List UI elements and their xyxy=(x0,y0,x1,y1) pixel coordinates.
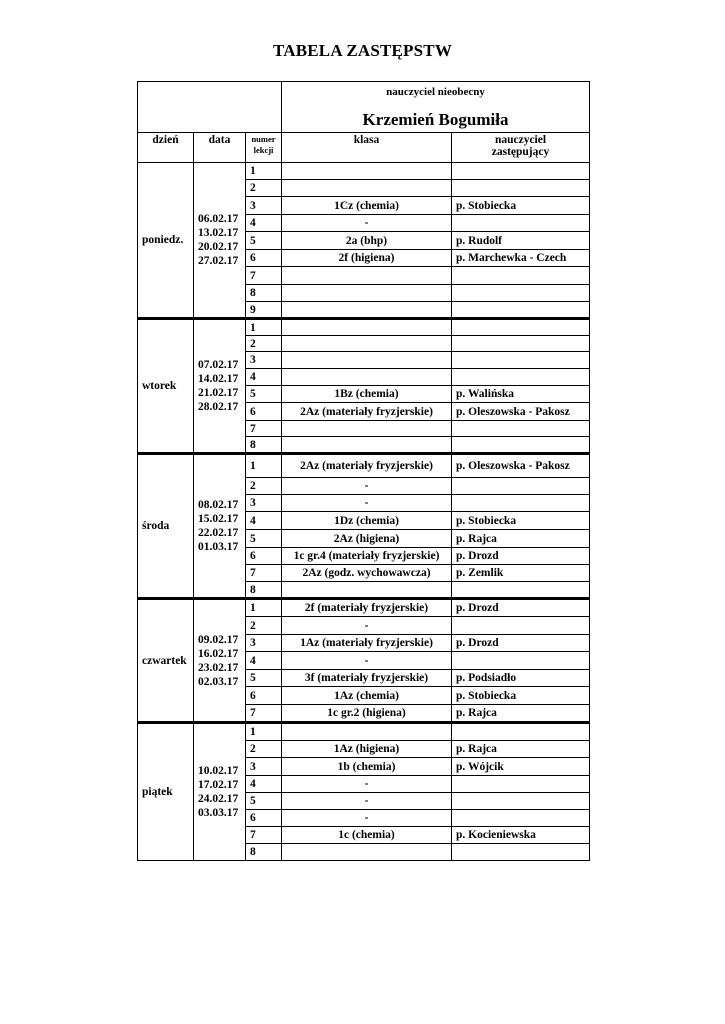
substitute-teacher-cell xyxy=(452,352,590,369)
date-value: 01.03.17 xyxy=(198,541,239,553)
lesson-number-cell: 2 xyxy=(246,741,282,758)
column-header-substitute-line1: nauczyciel xyxy=(494,134,547,146)
lesson-number-cell: 3 xyxy=(246,635,282,652)
substitute-teacher-cell: p. Rudolf xyxy=(452,232,590,250)
date-value: 09.02.17 xyxy=(198,633,239,646)
lesson-number-cell: 5 xyxy=(246,386,282,403)
lesson-number-cell: 1 xyxy=(246,454,282,478)
lesson-number-cell: 6 xyxy=(246,810,282,827)
substitute-teacher-cell xyxy=(452,336,590,352)
substitute-teacher-cell: p. Rajca xyxy=(452,705,590,723)
day-name-cell: poniedz. xyxy=(138,163,194,319)
class-cell xyxy=(282,163,452,180)
date-value: 10.02.17 xyxy=(198,765,239,777)
lesson-number-cell: 3 xyxy=(246,197,282,215)
class-cell: 1Az (materiały fryzjerskie) xyxy=(282,635,452,652)
substitute-teacher-cell xyxy=(452,478,590,495)
table-body xyxy=(138,163,590,861)
lesson-number-cell: 7 xyxy=(246,267,282,285)
column-header-substitute-line2: zastępujący xyxy=(491,146,550,158)
lesson-number-cell: 4 xyxy=(246,215,282,232)
date-value: 23.02.17 xyxy=(198,661,239,674)
class-cell xyxy=(282,582,452,599)
substitute-teacher-cell xyxy=(452,495,590,512)
lesson-number-cell: 8 xyxy=(246,582,282,599)
date-value: 02.03.17 xyxy=(198,675,239,688)
lesson-number-cell: 7 xyxy=(246,827,282,844)
class-cell: 2f (materiały fryzjerskie) xyxy=(282,599,452,617)
substitute-teacher-cell xyxy=(452,369,590,386)
date-value: 14.02.17 xyxy=(198,373,239,385)
substitute-teacher-cell: p. Zemlik xyxy=(452,565,590,582)
class-cell xyxy=(282,285,452,302)
class-cell: - xyxy=(282,617,452,635)
class-cell: 1c gr.2 (higiena) xyxy=(282,705,452,723)
substitute-teacher-cell: p. Wójcik xyxy=(452,758,590,776)
day-name-cell: czwartek xyxy=(138,599,194,723)
substitute-teacher-cell xyxy=(452,267,590,285)
column-header-lesson-number-line1: numer xyxy=(251,134,276,144)
date-value: 24.02.17 xyxy=(198,793,239,805)
date-value: 28.02.17 xyxy=(198,401,239,413)
substitute-teacher-cell xyxy=(452,437,590,454)
dates-cell xyxy=(194,599,246,723)
date-value: 16.02.17 xyxy=(198,647,239,660)
class-cell xyxy=(282,180,452,197)
table-row xyxy=(138,599,590,617)
substitute-teacher-cell xyxy=(452,302,590,319)
lesson-number-cell: 7 xyxy=(246,565,282,582)
lesson-number-cell: 5 xyxy=(246,530,282,548)
class-cell: 2Az (materiały fryzjerskie) xyxy=(282,454,452,478)
lesson-number-cell: 3 xyxy=(246,758,282,776)
class-cell: 2a (bhp) xyxy=(282,232,452,250)
substitute-teacher-cell: p. Walińska xyxy=(452,386,590,403)
date-value: 21.02.17 xyxy=(198,387,239,399)
class-cell: 1c gr.4 (materiały fryzjerskie) xyxy=(282,548,452,565)
lesson-number-cell: 4 xyxy=(246,776,282,793)
substitute-teacher-cell: p. Rajca xyxy=(452,741,590,758)
substitution-table xyxy=(137,81,590,861)
substitute-teacher-cell: p. Kocieniewska xyxy=(452,827,590,844)
class-cell: 3f (materiały fryzjerskie) xyxy=(282,670,452,687)
lesson-number-cell: 6 xyxy=(246,687,282,705)
substitute-teacher-cell xyxy=(452,776,590,793)
lesson-number-cell: 5 xyxy=(246,232,282,250)
date-value: 08.02.17 xyxy=(198,499,239,511)
class-cell xyxy=(282,421,452,437)
dates-cell xyxy=(194,319,246,454)
class-cell xyxy=(282,352,452,369)
substitute-teacher-cell xyxy=(452,582,590,599)
day-name-cell: wtorek xyxy=(138,319,194,454)
class-cell xyxy=(282,302,452,319)
substitute-teacher-cell: p. Podsiadło xyxy=(452,670,590,687)
class-cell xyxy=(282,336,452,352)
class-cell xyxy=(282,437,452,454)
class-cell: - xyxy=(282,478,452,495)
substitute-teacher-cell: p. Drozd xyxy=(452,599,590,617)
lesson-number-cell: 5 xyxy=(246,793,282,810)
lesson-number-cell: 4 xyxy=(246,512,282,530)
class-cell xyxy=(282,319,452,336)
substitute-teacher-cell xyxy=(452,793,590,810)
page-title: TABELA ZASTĘPSTW xyxy=(272,41,453,60)
class-cell: 1Bz (chemia) xyxy=(282,386,452,403)
column-header-substitute xyxy=(452,133,590,163)
dates-cell xyxy=(194,163,246,319)
substitute-teacher-cell xyxy=(452,319,590,336)
class-cell: 2Az (godz. wychowawcza) xyxy=(282,565,452,582)
date-value: 06.02.17 xyxy=(198,213,239,225)
lesson-number-cell: 7 xyxy=(246,705,282,723)
table-row xyxy=(138,454,590,478)
date-value: 27.02.17 xyxy=(198,255,239,267)
substitute-teacher-cell: p. Stobiecka xyxy=(452,687,590,705)
lesson-number-cell: 8 xyxy=(246,844,282,861)
class-cell: 2Az (higiena) xyxy=(282,530,452,548)
substitute-teacher-cell: p. Drozd xyxy=(452,548,590,565)
lesson-number-cell: 2 xyxy=(246,617,282,635)
substitute-teacher-cell xyxy=(452,723,590,741)
substitute-teacher-cell: p. Stobiecka xyxy=(452,197,590,215)
absent-teacher-row xyxy=(138,82,590,133)
day-name-cell: środa xyxy=(138,454,194,599)
class-cell xyxy=(282,844,452,861)
substitute-teacher-cell xyxy=(452,810,590,827)
class-cell xyxy=(282,723,452,741)
lesson-number-cell: 8 xyxy=(246,437,282,454)
substitute-teacher-cell xyxy=(452,652,590,670)
absent-teacher-name: Krzemień Bogumiła xyxy=(362,110,509,129)
substitute-teacher-cell xyxy=(452,617,590,635)
substitute-teacher-cell xyxy=(452,180,590,197)
substitute-teacher-cell: p. Marchewka - Czech xyxy=(452,250,590,267)
class-cell: 1Az (higiena) xyxy=(282,741,452,758)
class-cell xyxy=(282,369,452,386)
class-cell: - xyxy=(282,810,452,827)
header-blank-cell xyxy=(138,82,282,133)
substitute-teacher-cell: p. Rajca xyxy=(452,530,590,548)
lesson-number-cell: 6 xyxy=(246,548,282,565)
date-value: 07.02.17 xyxy=(198,359,239,371)
lesson-number-cell: 4 xyxy=(246,369,282,386)
lesson-number-cell: 2 xyxy=(246,336,282,352)
column-header-lesson-number-line2: lekcji xyxy=(253,145,274,155)
substitute-teacher-cell xyxy=(452,285,590,302)
lesson-number-cell: 2 xyxy=(246,180,282,197)
lesson-number-cell: 3 xyxy=(246,352,282,369)
class-cell: 1Dz (chemia) xyxy=(282,512,452,530)
absent-teacher-cell xyxy=(282,82,590,133)
substitute-teacher-cell xyxy=(452,215,590,232)
column-header-day: dzień xyxy=(138,133,194,163)
date-value: 22.02.17 xyxy=(198,527,239,539)
lesson-number-cell: 2 xyxy=(246,478,282,495)
lesson-number-cell: 1 xyxy=(246,163,282,180)
lesson-number-cell: 5 xyxy=(246,670,282,687)
lesson-number-cell: 1 xyxy=(246,319,282,336)
substitute-teacher-cell: p. Stobiecka xyxy=(452,512,590,530)
class-cell: - xyxy=(282,793,452,810)
column-header-class: klasa xyxy=(282,133,452,163)
dates-cell xyxy=(194,723,246,861)
lesson-number-cell: 6 xyxy=(246,250,282,267)
class-cell: 2f (higiena) xyxy=(282,250,452,267)
substitute-teacher-cell xyxy=(452,844,590,861)
table-row xyxy=(138,319,590,336)
lesson-number-cell: 6 xyxy=(246,403,282,421)
lesson-number-cell: 4 xyxy=(246,652,282,670)
lesson-number-cell: 3 xyxy=(246,495,282,512)
class-cell: 1Cz (chemia) xyxy=(282,197,452,215)
absent-teacher-label: nauczyciel nieobecny xyxy=(386,86,485,98)
date-value: 03.03.17 xyxy=(198,807,239,819)
column-header-date: data xyxy=(194,133,246,163)
date-value: 13.02.17 xyxy=(198,227,239,239)
table-row xyxy=(138,723,590,741)
class-cell: 1c (chemia) xyxy=(282,827,452,844)
substitute-teacher-cell xyxy=(452,163,590,180)
substitute-teacher-cell: p. Drozd xyxy=(452,635,590,652)
column-header-row xyxy=(138,133,590,163)
lesson-number-cell: 1 xyxy=(246,723,282,741)
column-header-lesson-number xyxy=(246,133,282,163)
class-cell: 1b (chemia) xyxy=(282,758,452,776)
lesson-number-cell: 9 xyxy=(246,302,282,319)
class-cell: - xyxy=(282,652,452,670)
class-cell xyxy=(282,267,452,285)
substitute-teacher-cell: p. Oleszowska - Pakosz xyxy=(452,403,590,421)
date-value: 15.02.17 xyxy=(198,513,239,525)
lesson-number-cell: 8 xyxy=(246,285,282,302)
dates-cell xyxy=(194,454,246,599)
class-cell: - xyxy=(282,215,452,232)
table-row xyxy=(138,163,590,180)
date-value: 17.02.17 xyxy=(198,779,239,791)
class-cell: 1Az (chemia) xyxy=(282,687,452,705)
class-cell: 2Az (materiały fryzjerskie) xyxy=(282,403,452,421)
substitute-teacher-cell xyxy=(452,421,590,437)
lesson-number-cell: 1 xyxy=(246,599,282,617)
date-value: 20.02.17 xyxy=(198,241,239,253)
class-cell: - xyxy=(282,495,452,512)
class-cell: - xyxy=(282,776,452,793)
day-name-cell: piątek xyxy=(138,723,194,861)
lesson-number-cell: 7 xyxy=(246,421,282,437)
substitute-teacher-cell: p. Oleszowska - Pakosz xyxy=(452,454,590,478)
